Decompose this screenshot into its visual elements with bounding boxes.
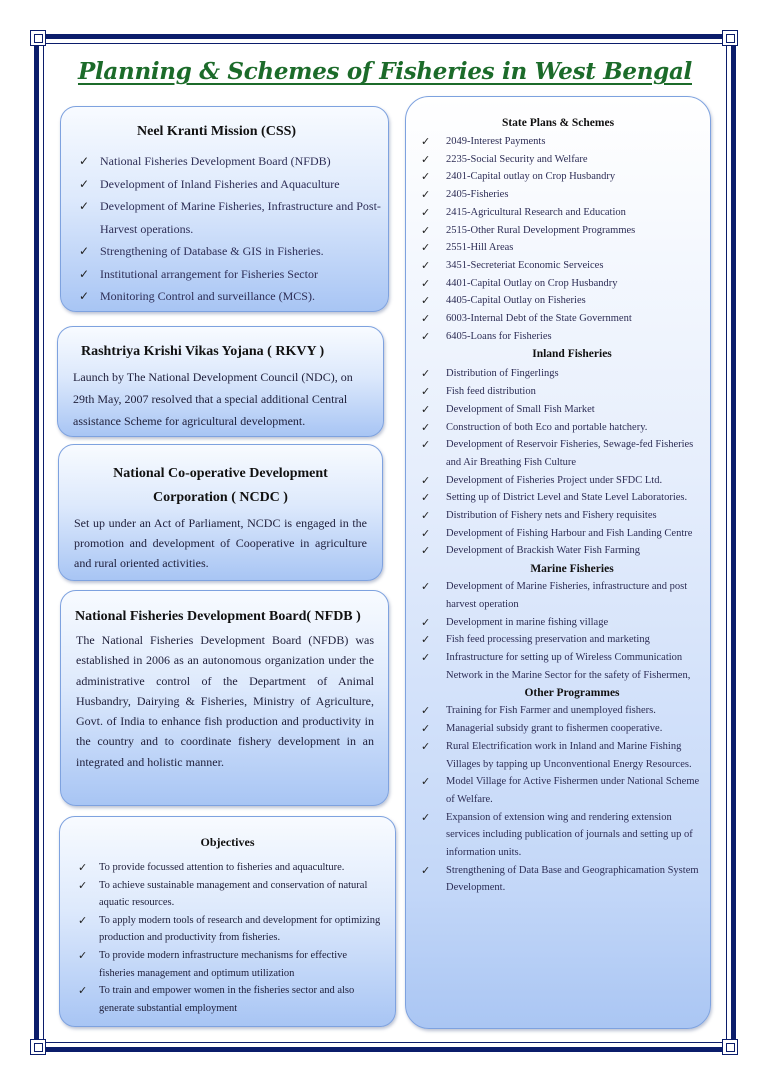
list-item: ✓ 2551-Hill Areas — [419, 239, 702, 257]
neel-kranti-heading: Neel Kranti Mission (CSS) — [137, 124, 297, 139]
rkvy-text: Launch by The National Development Council (NDC), on 29th May, 2007 resolved that a special additional Central assistance Scheme for agricultural development. — [73, 370, 353, 428]
list-item: ✓ Development of Brackish Water Fish Farming — [419, 542, 702, 560]
objectives-heading: Objectives — [200, 835, 255, 849]
list-item: ✓ Fish feed processing preservation and marketing — [419, 631, 702, 649]
state-plans-heading: State Plans & Schemes — [501, 117, 615, 129]
other-programmes-section — [406, 684, 710, 897]
list-item: ✓ Model Village for Active Fishermen under National Scheme of Welfare. — [419, 773, 702, 808]
list-item: ✓ Development in marine fishing village — [419, 614, 702, 632]
list-item: ✓ Development of Reservoir Fisheries, Sewage-fed Fisheries and Air Breathing Fish Culture — [419, 436, 702, 471]
rkvy-heading: Rashtriya Krishi Vikas Yojana ( RKVY ) — [81, 344, 325, 359]
list-item: ✓ 3451-Secreteriat Economic Serveices — [419, 257, 702, 275]
nfdb-card — [60, 590, 389, 806]
list-item: ✓ 6003-Internal Debt of the State Government — [419, 310, 702, 328]
list-item: ✓ 2401-Capital outlay on Crop Husbandry — [419, 168, 702, 186]
list-item: ✓ Distribution of Fingerlings — [419, 365, 702, 383]
list-item: ✓ To apply modern tools of research and development for optimizing production and productivity from fisheries. — [73, 912, 385, 947]
marine-fisheries-section — [406, 560, 710, 684]
objectives-list — [73, 859, 385, 1017]
list-item: ✓ Development of Small Fish Market — [419, 401, 702, 419]
list-item: ✓ Rural Electrification work in Inland and Marine Fishing Villages by tapping up Unconventional Energy Resources. — [419, 738, 702, 773]
inland-fisheries-section — [406, 345, 710, 560]
list-item: ✓ Strengthening of Database & GIS in Fisheries. — [74, 240, 388, 263]
state-plans-list — [419, 133, 702, 345]
list-item: ✓ National Fisheries Development Board (NFDB) — [74, 150, 388, 173]
list-item: ✓ 6405-Loans for Fisheries — [419, 328, 702, 346]
ncdc-card — [58, 444, 383, 581]
ncdc-heading: National Co-operative Development Corporation ( NCDC ) — [113, 466, 328, 505]
list-item: ✓ Development of Marine Fisheries, Infrastructure and Post-Harvest operations. — [74, 195, 388, 240]
neel-kranti-list — [74, 150, 388, 308]
list-item: ✓ 2235-Social Security and Welfare — [419, 151, 702, 169]
list-item: ✓ To train and empower women in the fisheries sector and also generate substantial employment — [73, 982, 385, 1017]
corner-ornament-bottom-right — [722, 1039, 738, 1055]
objectives-card — [59, 816, 396, 1027]
list-item: ✓ Strengthening of Data Base and Geographicamation System Development. — [419, 862, 702, 897]
list-item: ✓ Setting up of District Level and State Level Laboratories. — [419, 489, 702, 507]
list-item: ✓ Development of Fishing Harbour and Fish Landing Centre — [419, 525, 702, 543]
list-item: ✓ Development of Marine Fisheries, infrastructure and post harvest operation — [419, 578, 702, 613]
list-item: ✓ Development of Fisheries Project under SFDC Ltd. — [419, 472, 702, 490]
list-item: ✓ Construction of both Eco and portable hatchery. — [419, 419, 702, 437]
list-item: ✓ Institutional arrangement for Fisheries Sector — [74, 263, 388, 286]
marine-fisheries-list — [419, 578, 702, 684]
corner-ornament-bottom-left — [30, 1039, 46, 1055]
ncdc-text: Set up under an Act of Parliament, NCDC is engaged in the promotion and development of Cooperative in agriculture and rural oriented activities. — [74, 516, 367, 570]
list-item: ✓ 2415-Agricultural Research and Education — [419, 204, 702, 222]
list-item: ✓ Expansion of extension wing and rendering extension services including publication of journals and setting up of information units. — [419, 809, 702, 862]
marine-fisheries-heading: Marine Fisheries — [530, 563, 614, 576]
list-item: ✓ Fish feed distribution — [419, 383, 702, 401]
list-item: ✓ To achieve sustainable management and conservation of natural aquatic resources. — [73, 877, 385, 912]
page-title: Planning & Schemes of Fisheries in West Bengal — [77, 58, 692, 85]
list-item: ✓ To provide focussed attention to fisheries and aquaculture. — [73, 859, 385, 877]
list-item: ✓ 2405-Fisheries — [419, 186, 702, 204]
other-programmes-heading: Other Programmes — [524, 687, 620, 700]
list-item: ✓ To provide modern infrastructure mechanisms for effective fisheries management and optimum utilization — [73, 947, 385, 982]
list-item: ✓ Development of Inland Fisheries and Aquaculture — [74, 173, 388, 196]
inland-fisheries-list — [419, 365, 702, 560]
inland-fisheries-heading: Inland Fisheries — [532, 348, 612, 361]
list-item: ✓ 2049-Interest Payments — [419, 133, 702, 151]
state-plans-section — [406, 114, 710, 345]
list-item: ✓ Infrastructure for setting up of Wireless Communication Network in the Marine Sector for the safety of Fishermen, — [419, 649, 702, 684]
schemes-card — [405, 96, 711, 1029]
list-item: ✓ Monitoring Control and surveillance (MCS). — [74, 285, 388, 308]
nfdb-text: The National Fisheries Development Board (NFDB) was established in 2006 as an autonomous organization under the administrative control of the Department of Animal Husbandry, Dairying & Fisheries, Ministry of Agriculture, Govt. of India to enhance fish production and productivity in the country and to coordinate fishery development in an integrated and holistic manner. — [76, 633, 374, 769]
list-item: ✓ 4405-Capital Outlay on Fisheries — [419, 292, 702, 310]
other-programmes-list — [419, 702, 702, 897]
list-item: ✓ 2515-Other Rural Development Programmes — [419, 222, 702, 240]
corner-ornament-top-left — [30, 30, 46, 46]
nfdb-heading: National Fisheries Development Board( NFDB ) — [75, 609, 361, 624]
list-item: ✓ Distribution of Fishery nets and Fishery requisites — [419, 507, 702, 525]
list-item: ✓ Managerial subsidy grant to fishermen cooperative. — [419, 720, 702, 738]
list-item: ✓ 4401-Capital Outlay on Crop Husbandry — [419, 275, 702, 293]
corner-ornament-top-right — [722, 30, 738, 46]
neel-kranti-card — [60, 106, 389, 312]
rkvy-card — [57, 326, 384, 437]
list-item: ✓ Training for Fish Farmer and unemployed fishers. — [419, 702, 702, 720]
